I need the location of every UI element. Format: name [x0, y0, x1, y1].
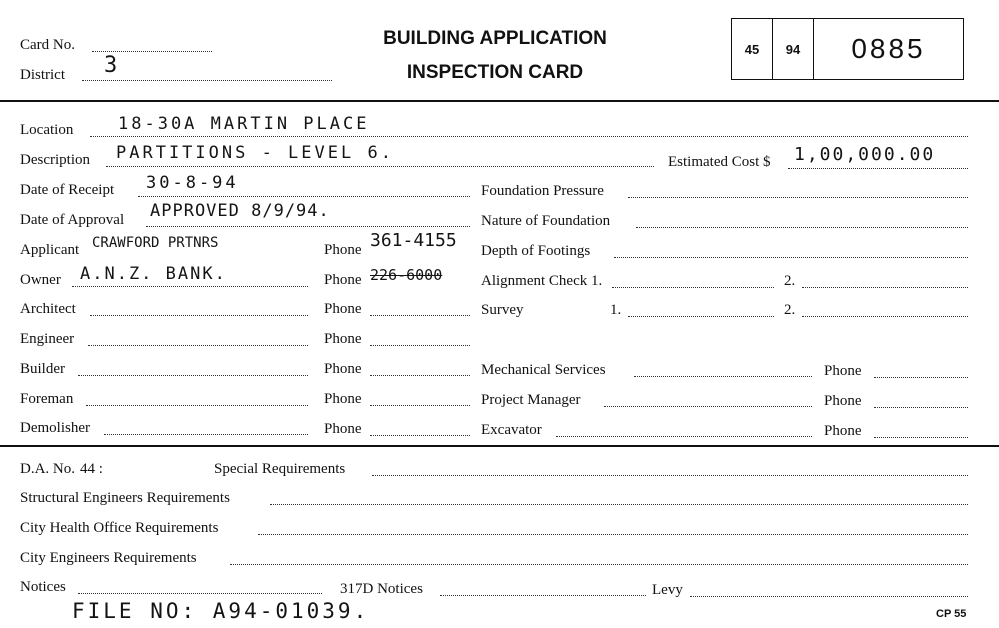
- district-dots: [82, 80, 332, 81]
- project-manager-phone-label: Phone: [824, 393, 862, 409]
- project-manager-label: Project Manager: [481, 392, 581, 408]
- section-divider: [0, 445, 999, 447]
- estimated-cost-label: Estimated Cost $: [668, 154, 771, 170]
- foundation-pressure-label: Foundation Pressure: [481, 183, 604, 199]
- demolisher-phone-label: Phone: [324, 421, 362, 437]
- date-of-receipt-dots: [138, 196, 470, 197]
- notices-317d-dots: [440, 595, 646, 596]
- number-box-part3: 0885: [851, 33, 926, 64]
- applicant-value: CRAWFORD PRTNRS: [92, 235, 219, 251]
- mechanical-services-label: Mechanical Services: [481, 362, 606, 378]
- title-line1: BUILDING APPLICATION: [383, 28, 607, 49]
- description-dots: [106, 166, 654, 167]
- owner-phone-value: 226-6000: [370, 266, 443, 284]
- notices-dots: [78, 593, 322, 594]
- engineer-phone-dots: [370, 345, 470, 346]
- depth-of-footings-dots: [614, 257, 968, 258]
- description-label: Description: [20, 152, 90, 168]
- project-manager-dots: [604, 406, 812, 407]
- engineers-requirements-dots: [230, 564, 968, 565]
- nature-of-foundation-dots: [636, 227, 968, 228]
- project-manager-phone-dots: [874, 407, 968, 408]
- foreman-label: Foreman: [20, 391, 74, 407]
- survey-dots-2: [802, 316, 968, 317]
- estimated-cost-dots: [788, 168, 968, 169]
- engineer-phone-label: Phone: [324, 331, 362, 347]
- excavator-phone-dots: [874, 437, 968, 438]
- date-of-receipt-label: Date of Receipt: [20, 182, 115, 198]
- estimated-cost-value: 1,00,000.00: [794, 144, 936, 165]
- date-of-receipt-value: 30-8-94: [146, 173, 239, 193]
- owner-dots: [72, 286, 308, 287]
- survey-dots-1: [628, 316, 774, 317]
- alignment-check-dots-1: [612, 287, 774, 288]
- alignment-check-2-label: 2.: [784, 273, 796, 289]
- survey-label: Survey: [481, 302, 524, 318]
- survey-2-label: 2.: [784, 302, 796, 318]
- structural-requirements-dots: [270, 504, 968, 505]
- structural-requirements-label: Structural Engineers Requirements: [20, 490, 230, 506]
- date-of-approval-value: APPROVED 8/9/94.: [150, 201, 330, 221]
- owner-label: Owner: [20, 272, 61, 288]
- mechanical-services-phone-label: Phone: [824, 363, 862, 379]
- title-line2: INSPECTION CARD: [406, 62, 584, 83]
- location-value: 18-30A MARTIN PLACE: [118, 114, 370, 134]
- levy-label: Levy: [652, 582, 683, 598]
- owner-value: A.N.Z. BANK.: [80, 264, 227, 284]
- architect-dots: [90, 315, 308, 316]
- applicant-phone-value: 361-4155: [370, 230, 457, 251]
- demolisher-phone-dots: [370, 435, 470, 436]
- mechanical-services-dots: [634, 376, 812, 377]
- date-of-approval-label: Date of Approval: [20, 212, 125, 228]
- builder-dots: [78, 375, 308, 376]
- da-no-value: 44 :: [80, 461, 103, 477]
- health-requirements-dots: [258, 534, 968, 535]
- demolisher-dots: [104, 434, 308, 435]
- card-no-label: Card No.: [20, 37, 75, 53]
- location-label: Location: [20, 122, 74, 138]
- notices-317d-label: 317D Notices: [340, 581, 423, 597]
- depth-of-footings-label: Depth of Footings: [481, 243, 591, 259]
- excavator-label: Excavator: [481, 422, 542, 438]
- header-divider: [0, 100, 999, 102]
- owner-phone-label: Phone: [324, 272, 362, 288]
- architect-phone-label: Phone: [324, 301, 362, 317]
- excavator-phone-label: Phone: [824, 423, 862, 439]
- foreman-phone-dots: [370, 405, 470, 406]
- foundation-pressure-dots: [628, 197, 968, 198]
- form-code: CP 55: [936, 608, 967, 620]
- alignment-check-label: Alignment Check 1.: [481, 273, 603, 289]
- da-no-label: D.A. No.: [20, 461, 75, 477]
- engineer-label: Engineer: [20, 331, 75, 347]
- foreman-dots: [86, 405, 308, 406]
- date-of-approval-dots: [146, 226, 470, 227]
- location-dots: [90, 136, 968, 137]
- special-requirements-dots: [372, 475, 968, 476]
- excavator-dots: [556, 436, 812, 437]
- applicant-phone-label: Phone: [324, 242, 362, 258]
- number-box-part2: 94: [773, 19, 814, 79]
- card-no-dots: [92, 51, 212, 52]
- applicant-label: Applicant: [20, 242, 80, 258]
- builder-phone-dots: [370, 375, 470, 376]
- file-no-value: FILE NO: A94-01039.: [72, 599, 370, 623]
- builder-label: Builder: [20, 361, 65, 377]
- mechanical-services-phone-dots: [874, 377, 968, 378]
- architect-phone-dots: [370, 315, 470, 316]
- engineer-dots: [88, 345, 308, 346]
- district-value: 3: [104, 53, 119, 78]
- engineers-requirements-label: City Engineers Requirements: [20, 550, 197, 566]
- levy-dots: [690, 596, 968, 597]
- demolisher-label: Demolisher: [20, 420, 90, 436]
- number-box-part1: 45: [732, 19, 773, 79]
- number-box: [731, 18, 964, 80]
- district-label: District: [20, 67, 65, 83]
- architect-label: Architect: [20, 301, 76, 317]
- foreman-phone-label: Phone: [324, 391, 362, 407]
- nature-of-foundation-label: Nature of Foundation: [481, 213, 611, 229]
- notices-label: Notices: [20, 579, 66, 595]
- health-requirements-label: City Health Office Requirements: [20, 520, 219, 536]
- special-requirements-label: Special Requirements: [214, 461, 346, 477]
- builder-phone-label: Phone: [324, 361, 362, 377]
- survey-1-label: 1.: [610, 302, 622, 318]
- alignment-check-dots-2: [802, 287, 968, 288]
- description-value: PARTITIONS - LEVEL 6.: [116, 143, 394, 163]
